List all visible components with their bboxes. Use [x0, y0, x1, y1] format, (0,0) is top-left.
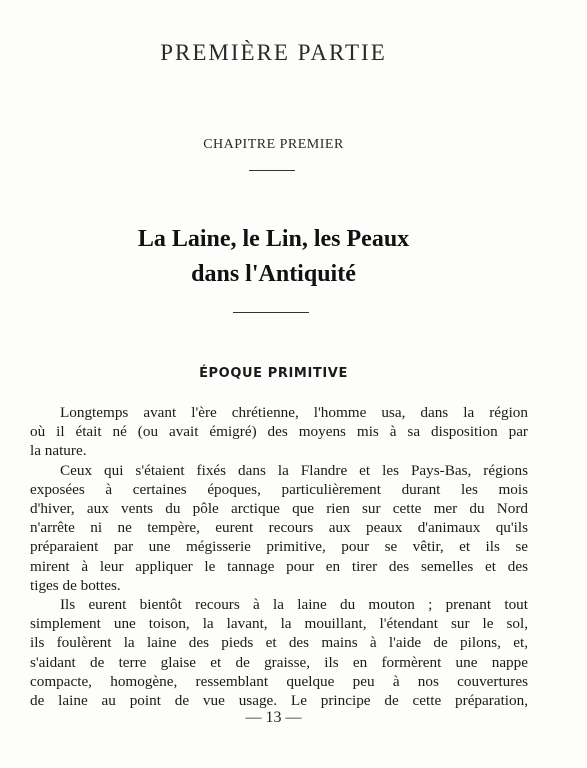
text-line: exposées à certaines époques, particulièrement durant les mois	[30, 480, 528, 498]
text-line: où il était né (ou avait émigré) des moyens mis à sa disposition par	[30, 423, 528, 441]
text-line: Ceux qui s'étaient fixés dans la Flandre et les Pays-Bas, régions	[60, 461, 528, 479]
paragraph	[30, 461, 528, 595]
chapter-title: CHAPITRE PREMIER	[203, 137, 344, 152]
text-line: simplement une toison, la lavant, la mouillant, l'étendant sur le sol,	[30, 615, 528, 633]
text-line: tiges de bottes.	[30, 576, 121, 594]
paragraph	[30, 403, 528, 461]
main-heading-line-1: La Laine, le Lin, les Peaux	[137, 226, 410, 252]
text-line: de laine au point de vue usage. Le principe de cette préparation,	[30, 692, 528, 710]
paragraph	[30, 595, 528, 710]
text-line: compacte, homogène, ressemblant quelque peu à nos couvertures	[30, 672, 528, 690]
text-line: s'aidant de terre glaise et de graisse, ils en formèrent une nappe	[30, 653, 528, 671]
text-line: la nature.	[30, 442, 87, 460]
text-line: Longtemps avant l'ère chrétienne, l'homme usa, dans la région	[60, 404, 528, 421]
text-line: d'hiver, aux vents du pôle arctique que rien sur cette mer du Nord	[30, 500, 528, 518]
text-line: préparaient par une mégisserie primitive, pour se vêtir, et ils se	[30, 538, 528, 556]
page-number: — 13 —	[245, 709, 302, 726]
text-line: Ils eurent bientôt recours à la laine du mouton ; prenant tout	[60, 596, 528, 614]
body-text	[30, 403, 528, 710]
heading-divider	[233, 312, 309, 313]
section-heading: ÉPOQUE PRIMITIVE	[199, 366, 348, 381]
text-line: mirent à leur appliquer le tannage pour en tirer des semelles et des	[30, 557, 528, 575]
main-heading-line-2: dans l'Antiquité	[191, 261, 356, 287]
text-line: n'arrête ni ne tempère, eurent recours aux peaux d'animaux qu'ils	[30, 519, 528, 537]
text-line: ils foulèrent la laine des pieds et des mains à l'aide de pilons, et,	[30, 634, 528, 652]
chapter-divider	[249, 170, 295, 171]
part-title: PREMIÈRE PARTIE	[160, 40, 387, 65]
